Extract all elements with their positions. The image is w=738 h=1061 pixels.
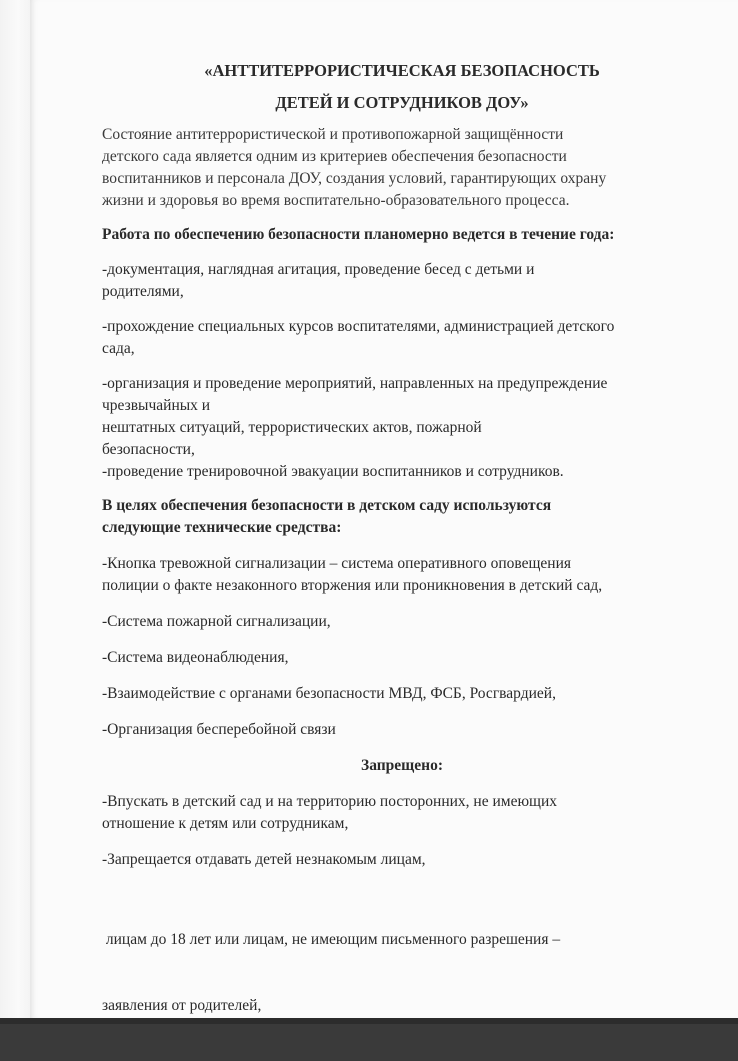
forbidden-item-line: отношение к детям или сотрудникам, — [102, 815, 349, 832]
tech-item — [102, 647, 702, 669]
intro-line: Состояние антитеррористической и противопожарной защищённости — [102, 126, 564, 143]
work-item-line: чрезвычайных и — [102, 397, 211, 414]
work-item-line: -документация, наглядная агитация, проведение бесед с детьми и — [102, 261, 535, 278]
intro-line: воспитанников и персонала ДОУ, создания условий, гарантирующих охрану — [102, 170, 607, 187]
work-item — [102, 259, 702, 303]
forbidden-item-line: -Запрещается отдавать детей незнакомым лицам, — [102, 851, 426, 868]
tech-item-line: -Взаимодействие с органами безопасности МВД, ФСБ, Росгвардией, — [102, 685, 556, 702]
forbidden-item — [102, 885, 702, 1061]
work-item-line: -проведение тренировочной эвакуации воспитанников и сотрудников. — [102, 463, 564, 480]
work-item-line: родителями, — [102, 283, 184, 300]
heading-tech-line: В целях обеспечения безопасности в детском саду используются — [102, 497, 552, 514]
forbidden-item — [102, 791, 702, 835]
document-title-line-2: ДЕТЕЙ И СОТРУДНИКОВ ДОУ» — [275, 93, 529, 112]
forbidden-item-line: -Впускать в детский сад и на территорию посторонних, не имеющих — [102, 793, 558, 810]
work-item-line: сада, — [102, 340, 135, 357]
tech-item — [102, 553, 702, 597]
document-title-line-1: «АНТТИТЕРРОРИСТИЧЕСКАЯ БЕЗОПАСНОСТЬ — [204, 61, 600, 80]
work-item-line: нештатных ситуаций, террористических актов, пожарной — [102, 419, 482, 436]
intro-paragraph — [102, 124, 702, 212]
tech-item-line: -Организация бесперебойной связи — [102, 721, 336, 738]
work-item-line: -организация и проведение мероприятий, направленных на предупреждение — [102, 375, 608, 392]
forbidden-item-line: лицам до 18 лет или лицам, не имеющим письменного разрешения – — [102, 931, 561, 948]
intro-line: детского сада является одним из критериев обеспечения безопасности — [102, 148, 567, 165]
heading-forbidden: Запрещено: — [361, 757, 443, 774]
heading-tech-line: следующие технические средства: — [102, 519, 342, 536]
work-item-line: безопасности, — [102, 441, 195, 458]
work-item — [102, 316, 702, 360]
tech-item-line: -Система видеонаблюдения, — [102, 649, 289, 666]
heading-work: Работа по обеспечению безопасности планомерно ведется в течение года: — [102, 226, 615, 243]
tech-item-line: -Система пожарной сигнализации, — [102, 613, 331, 630]
work-item — [102, 373, 702, 483]
tech-item — [102, 719, 702, 741]
tech-item-line: -Кнопка тревожной сигнализации – система оперативного оповещения — [102, 555, 572, 572]
document-body — [102, 60, 702, 1061]
forbidden-item — [102, 849, 702, 871]
scan-left-margin — [0, 0, 30, 1024]
tech-item-line: полиции о факте незаконного вторжения или проникновения в детский сад, — [102, 577, 603, 594]
forbidden-item-line: заявления от родителей, — [102, 997, 262, 1014]
work-item-line: -прохождение специальных курсов воспитателями, администрацией детского — [102, 318, 615, 335]
tech-item — [102, 611, 702, 633]
tech-item — [102, 683, 702, 705]
intro-line: жизни и здоровья во время воспитательно-образовательного процесса. — [102, 192, 570, 209]
heading-tech — [102, 495, 702, 539]
